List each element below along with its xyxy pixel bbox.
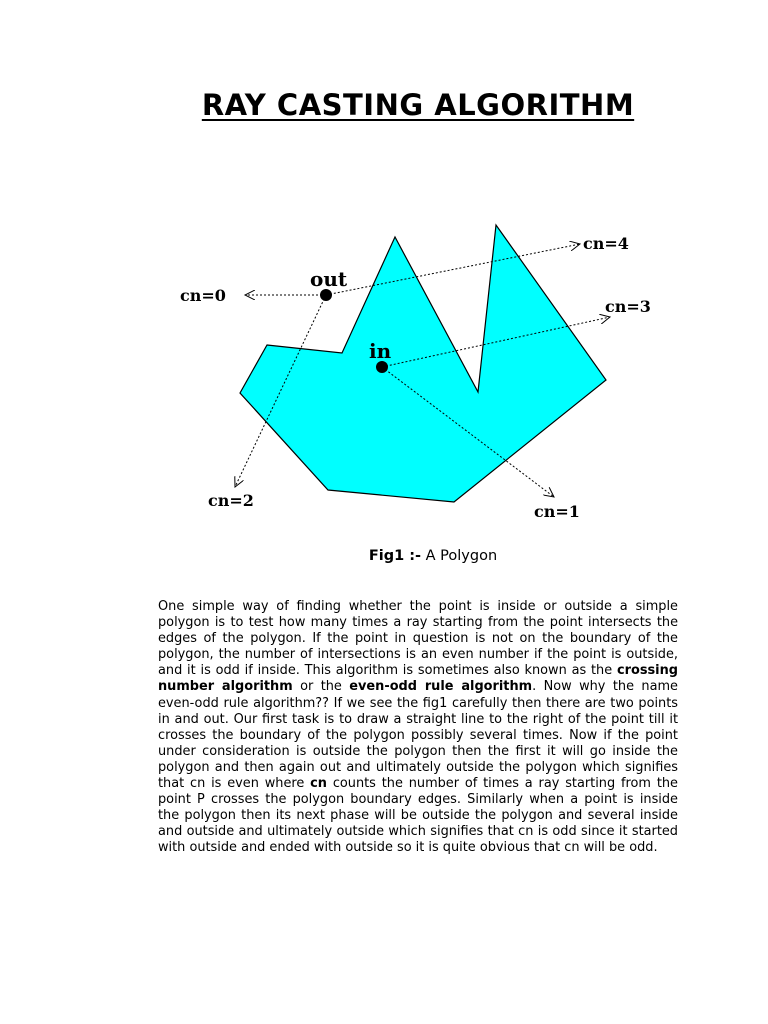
body-paragraph bbox=[158, 599, 678, 857]
page-title: RAY CASTING ALGORITHM bbox=[201, 88, 635, 122]
cn1-label: cn=1 bbox=[534, 502, 580, 521]
in-label: in bbox=[369, 339, 392, 363]
even-odd-term: even-odd rule algorithm bbox=[349, 679, 533, 695]
out-label: out bbox=[310, 267, 348, 291]
figure-caption bbox=[0, 548, 768, 564]
polygon-figure bbox=[170, 215, 670, 530]
paragraph-text-4: counts the number of times a ray starting from the point P crosses the polygon boundary edges. Similarly when a point is inside the polygon then its next phase will be outside the polygon and several inside and outside and ultimately outside which signifies that cn is odd since it started with outside and ended with outside so it is quite obvious that cn will be odd. bbox=[158, 776, 678, 856]
cn4-label: cn=4 bbox=[583, 234, 629, 253]
caption-text: A Polygon bbox=[425, 548, 498, 564]
crossing-number-term: crossing number algorithm bbox=[158, 663, 678, 695]
cn3-label: cn=3 bbox=[605, 297, 651, 316]
ray-out-cn4 bbox=[326, 244, 580, 295]
cn2-label: cn=2 bbox=[208, 491, 254, 510]
paragraph-text-3: . Now why the name even-odd rule algorithm?? If we see the fig1 carefully then there are two points in and out. Our first task is to draw a straight line to the right of the point till it crosses the boundary of the polygon possibly several times. Now if the point under consideration is outside the polygon then the first it will go inside the polygon and then again out and ultimately outside the polygon which signifies that cn is even where bbox=[158, 679, 678, 792]
caption-label: Fig1 :- bbox=[368, 548, 422, 564]
cn-term: cn bbox=[310, 776, 327, 792]
polygon-shape bbox=[240, 225, 606, 502]
paragraph-text-2: or the bbox=[292, 679, 350, 695]
paragraph-text-1: One simple way of finding whether the point is inside or outside a simple polygon is to test how many times a ray starting from the point intersects the edges of the polygon. If the point in question is not on the boundary of the polygon, the number of intersections is an even number if the point is outside, and it is odd if inside. This algorithm is sometimes also known as the bbox=[158, 599, 678, 679]
cn0-label: cn=0 bbox=[180, 286, 226, 305]
